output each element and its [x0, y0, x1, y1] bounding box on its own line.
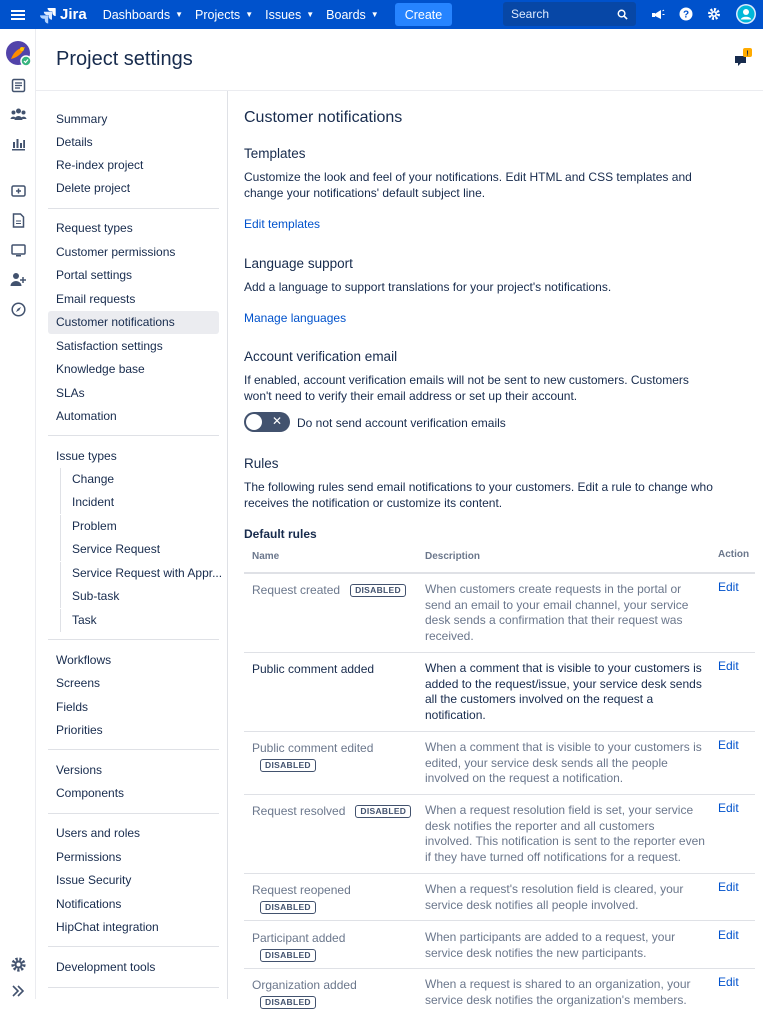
- sidebar-item-knowledge-base[interactable]: Knowledge base: [56, 362, 145, 376]
- customers-icon[interactable]: [9, 105, 27, 123]
- sidebar-item-components[interactable]: Components: [56, 786, 125, 800]
- settings-sidebar: [48, 91, 228, 999]
- sidebar-item-hipchat-integration[interactable]: HipChat integration: [56, 920, 159, 934]
- rule-description: When a comment that is visible to your customers is edited, your service desk sends all the people involved on the request a notification.: [425, 740, 702, 785]
- explore-compass-icon[interactable]: [9, 300, 27, 318]
- manage-languages-link[interactable]: Manage languages: [244, 311, 347, 325]
- language-support-heading: Language support: [244, 256, 353, 271]
- rule-name: Public comment added: [252, 662, 375, 676]
- project-avatar[interactable]: [6, 41, 31, 66]
- language-support-description: Add a language to support translations for your project's notifications.: [244, 280, 612, 294]
- rule-name-cell: [252, 977, 412, 1009]
- menu-icon[interactable]: [0, 0, 36, 29]
- templates-heading: Templates: [244, 146, 306, 161]
- rule-name: Request reopened: [252, 883, 351, 897]
- nav-label: Dashboards: [102, 7, 171, 22]
- sidebar-subitem-change[interactable]: Change: [60, 468, 219, 491]
- disabled-badge: DISABLED: [355, 805, 411, 818]
- edit-rule-link[interactable]: Edit: [718, 975, 739, 989]
- rule-name-cell: [252, 582, 412, 598]
- disabled-badge: DISABLED: [260, 949, 316, 962]
- rule-name-cell: [252, 930, 412, 962]
- sidebar-item-fields[interactable]: Fields: [56, 700, 89, 714]
- chevron-down-icon: ▼: [370, 10, 379, 19]
- sidebar-item-versions[interactable]: Versions: [56, 763, 103, 777]
- sidebar-item-email-requests[interactable]: Email requests: [56, 292, 136, 306]
- row-divider: [244, 652, 755, 653]
- sidebar-divider: [48, 435, 219, 436]
- sidebar-divider: [48, 749, 219, 750]
- search-icon: [617, 9, 628, 20]
- sidebar-subitem-incident[interactable]: Incident: [60, 491, 219, 514]
- edit-rule-link[interactable]: Edit: [718, 659, 739, 673]
- chevron-down-icon: ▼: [245, 10, 254, 19]
- feedback-icon[interactable]: [733, 48, 755, 71]
- edit-templates-link[interactable]: Edit templates: [244, 217, 321, 231]
- sidebar-item-development-tools[interactable]: Development tools: [56, 960, 156, 974]
- sidebar-divider: [48, 946, 219, 947]
- sidebar-item-automation[interactable]: Automation: [56, 409, 117, 423]
- rule-description: When a request is shared to an organization, your service desk notifies the organization's members.: [425, 977, 691, 1007]
- sidebar-item-priorities[interactable]: Priorities: [56, 723, 103, 737]
- feedback-badge: !: [746, 48, 749, 58]
- sidebar-border: [227, 91, 228, 999]
- sidebar-subitem-service-request-approvals[interactable]: Service Request with Appr...: [60, 562, 219, 585]
- disabled-badge: DISABLED: [260, 759, 316, 772]
- row-divider: [244, 731, 755, 732]
- edit-rule-link[interactable]: Edit: [718, 928, 739, 942]
- nav-projects[interactable]: [189, 0, 259, 29]
- table-header-divider: [244, 572, 755, 574]
- rule-description: When participants are added to a request, your service desk notifies the new participants.: [425, 930, 676, 960]
- column-header-action: Action: [718, 549, 750, 560]
- row-divider: [244, 794, 755, 795]
- sidebar-divider: [48, 208, 219, 209]
- sidebar-item-portal-settings[interactable]: Portal settings: [56, 268, 133, 282]
- whats-new-icon[interactable]: [649, 5, 667, 23]
- close-icon: ✕: [271, 414, 282, 428]
- sidebar-item-details[interactable]: Details: [56, 135, 93, 149]
- edit-rule-link[interactable]: Edit: [718, 801, 739, 815]
- add-item-icon[interactable]: [9, 181, 27, 199]
- disabled-badge: DISABLED: [260, 996, 316, 1009]
- rule-description: When a comment that is visible to your customers is added to the request/issue, your service desk sends all the customers involved on the request a notification.: [425, 661, 702, 722]
- sidebar-item-satisfaction-settings[interactable]: Satisfaction settings: [56, 339, 163, 353]
- section-title: Customer notifications: [244, 109, 403, 126]
- sidebar-item-screens[interactable]: Screens: [56, 676, 101, 690]
- sidebar-divider: [48, 639, 219, 640]
- svg-text:?: ?: [682, 9, 690, 21]
- sidebar-item-users-and-roles[interactable]: Users and roles: [56, 826, 141, 840]
- sidebar-item-summary[interactable]: Summary: [56, 112, 108, 126]
- column-header-name: Name: [252, 551, 280, 562]
- disabled-badge: DISABLED: [260, 901, 316, 914]
- chevron-down-icon: ▼: [306, 10, 315, 19]
- rule-description: When customers create requests in the portal or send an email to your email channel, your service desk sends a confirmation that their request was received.: [425, 582, 689, 643]
- rule-name-cell: [252, 740, 412, 772]
- verification-toggle[interactable]: [244, 412, 290, 432]
- sidebar-item-issue-security[interactable]: Issue Security: [56, 873, 132, 887]
- chevron-down-icon: ▼: [175, 10, 184, 19]
- nav-dashboards[interactable]: [97, 0, 189, 29]
- sidebar-item-notifications[interactable]: Notifications: [56, 897, 122, 911]
- sidebar-item-request-types[interactable]: Request types: [56, 221, 133, 235]
- pages-icon[interactable]: [9, 211, 27, 229]
- row-divider: [244, 968, 755, 969]
- project-rail: [0, 29, 36, 999]
- column-header-description: Description: [425, 551, 481, 562]
- rule-name-cell: [252, 803, 412, 819]
- verification-description: If enabled, account verification emails will not be sent to new customers. Customers won't need to verify their email address or set up their account.: [244, 373, 689, 403]
- toggle-knob: [246, 414, 262, 430]
- templates-description: Customize the look and feel of your notifications. Edit HTML and CSS templates and change your notifications' default subject line.: [244, 170, 692, 200]
- queues-icon[interactable]: [9, 76, 27, 94]
- sidebar-item-reindex-project[interactable]: Re-index project: [56, 158, 144, 172]
- sidebar-item-customer-notifications[interactable]: Customer notifications: [48, 311, 219, 334]
- settings-gear-icon[interactable]: [705, 5, 723, 23]
- settings-gear-icon[interactable]: [9, 955, 27, 973]
- rule-name: Request resolved: [252, 804, 346, 818]
- default-rules-heading: Default rules: [244, 527, 317, 541]
- edit-rule-link[interactable]: Edit: [718, 880, 739, 894]
- search-placeholder: Search: [511, 7, 550, 21]
- nav-boards[interactable]: [320, 0, 385, 29]
- sidebar-subitem-problem[interactable]: Problem: [60, 515, 219, 538]
- rule-name: Participant added: [252, 931, 346, 945]
- rule-description: When a request resolution field is set, your service desk notifies the reporter and all customers involved. This notification is sent to the reporter even if they have turned off notifications for a request.: [425, 803, 705, 864]
- nav-label: Projects: [195, 7, 241, 22]
- rule-name-cell: [252, 882, 412, 914]
- sidebar-item-customer-permissions[interactable]: Customer permissions: [56, 245, 176, 259]
- invite-team-icon[interactable]: [9, 270, 27, 288]
- sidebar-divider: [48, 813, 219, 814]
- nav-label: Boards: [326, 7, 366, 22]
- rule-name: Organization added: [252, 978, 357, 992]
- edit-rule-link[interactable]: Edit: [718, 738, 739, 752]
- rule-name: Request created: [252, 583, 341, 597]
- user-avatar[interactable]: [736, 4, 756, 24]
- sidebar-subitem-sub-task[interactable]: Sub-task: [60, 585, 219, 608]
- verification-heading: Account verification email: [244, 349, 398, 364]
- help-icon[interactable]: [677, 5, 695, 23]
- sidebar-subitem-task[interactable]: Task: [60, 609, 219, 632]
- rule-name: Public comment edited: [252, 741, 374, 755]
- sidebar-item-issue-types[interactable]: Issue types: [56, 449, 117, 463]
- jira-logo-icon: [40, 7, 56, 23]
- search-input[interactable]: [503, 2, 636, 26]
- rules-heading: Rules: [244, 456, 279, 471]
- page-title: Project settings: [56, 48, 193, 70]
- row-divider: [244, 873, 755, 874]
- sidebar-item-workflows[interactable]: Workflows: [56, 653, 112, 667]
- create-button[interactable]: Create: [395, 3, 453, 26]
- channels-icon[interactable]: [9, 241, 27, 259]
- verification-toggle-label: Do not send account verification emails: [297, 416, 506, 430]
- reports-icon[interactable]: [9, 134, 27, 152]
- edit-rule-link[interactable]: Edit: [718, 580, 739, 594]
- nav-issues[interactable]: [259, 0, 320, 29]
- sidebar-divider: [48, 987, 219, 988]
- sidebar-item-delete-project[interactable]: Delete project: [56, 181, 131, 195]
- rule-description: When a request's resolution field is cleared, your service desk notifies all people involved.: [425, 882, 684, 912]
- row-divider: [244, 920, 755, 921]
- sidebar-item-slas[interactable]: SLAs: [56, 386, 85, 400]
- jira-logo[interactable]: [40, 6, 87, 23]
- product-name: Jira: [60, 6, 87, 23]
- sidebar-subitem-service-request[interactable]: Service Request: [60, 538, 219, 561]
- disabled-badge: DISABLED: [350, 584, 406, 597]
- nav-label: Issues: [265, 7, 302, 22]
- sidebar-item-permissions[interactable]: Permissions: [56, 850, 122, 864]
- rules-description: The following rules send email notifications to your customers. Edit a rule to change who receives the notification or customize its content.: [244, 480, 713, 510]
- expand-sidebar-icon[interactable]: [9, 982, 27, 1000]
